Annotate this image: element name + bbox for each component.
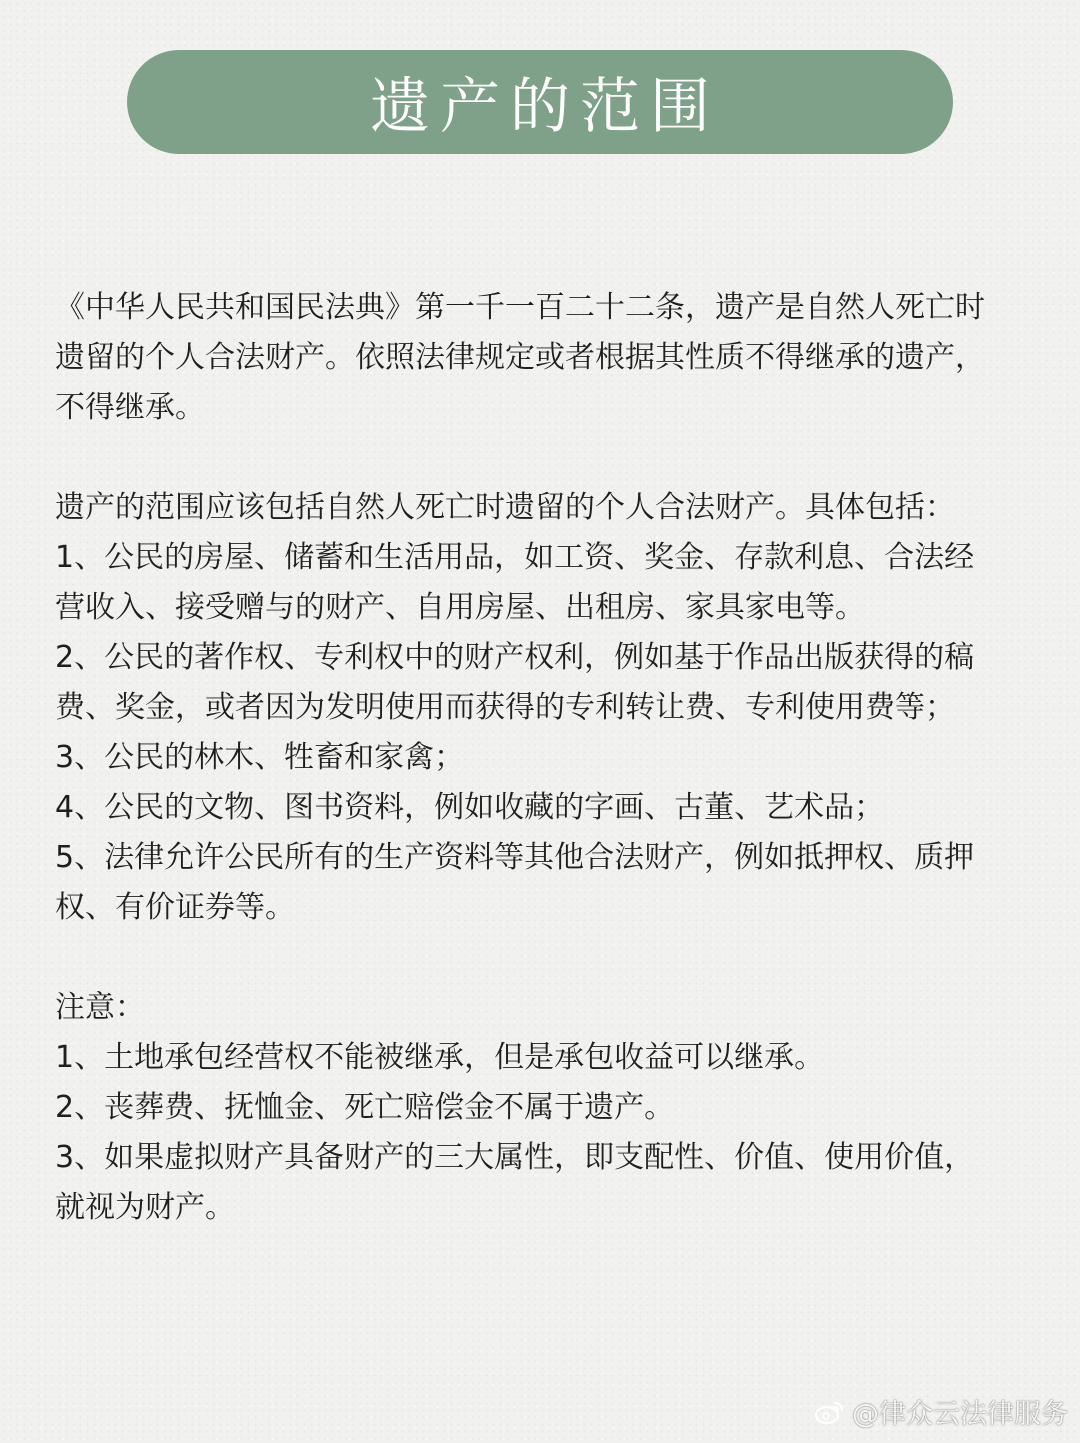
text-line: 注意： (55, 990, 145, 1025)
text-line: 费、奖金，或者因为发明使用而获得的专利转让费、专利使用费等； (55, 690, 955, 725)
text-line: 2、丧葬费、抚恤金、死亡赔偿金不属于遗产。 (55, 1090, 675, 1125)
text-line: 营收入、接受赠与的财产、自用房屋、出租房、家具家电等。 (55, 590, 865, 625)
text-line: 2、公民的著作权、专利权中的财产权利，例如基于作品出版获得的稿 (55, 640, 975, 675)
text-line: 权、有价证券等。 (55, 890, 295, 925)
paragraph-gap (55, 433, 1040, 483)
watermark-text: @律众云法律服务 (852, 1399, 1068, 1430)
text-line: 4、公民的文物、图书资料，例如收藏的字画、古董、艺术品； (55, 790, 885, 825)
text-line: 《中华人民共和国民法典》第一千一百二十二条，遗产是自然人死亡时 (55, 290, 985, 325)
text-line: 1、土地承包经营权不能被继承，但是承包收益可以继承。 (55, 1040, 825, 1075)
watermark (814, 1392, 1068, 1431)
intro-paragraph (55, 283, 1040, 433)
page-title: 遗产的范围 (370, 72, 720, 142)
text-line: 1、公民的房屋、储蓄和生活用品，如工资、奖金、存款利息、合法经 (55, 540, 975, 575)
text-line: 3、如果虚拟财产具备财产的三大属性，即支配性、价值、使用价值， (55, 1140, 975, 1175)
notes-list (55, 983, 1040, 1233)
text-line: 遗产的范围应该包括自然人死亡时遗留的个人合法财产。具体包括： (55, 490, 955, 525)
paragraph-gap (55, 933, 1040, 983)
text-line: 遗留的个人合法财产。依照法律规定或者根据其性质不得继承的遗产， (55, 340, 985, 375)
scope-list (55, 483, 1040, 933)
text-line: 就视为财产。 (55, 1190, 235, 1225)
weibo-icon (814, 1399, 846, 1425)
article-body (55, 283, 1040, 1233)
text-line: 不得继承。 (55, 390, 205, 425)
text-line: 3、公民的林木、牲畜和家禽； (55, 740, 465, 775)
text-line: 5、法律允许公民所有的生产资料等其他合法财产，例如抵押权、质押 (55, 840, 975, 875)
title-banner (127, 50, 953, 154)
